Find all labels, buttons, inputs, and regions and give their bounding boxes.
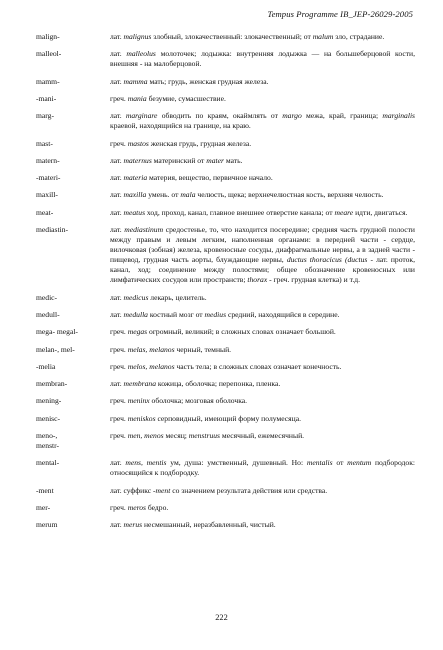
glossary-entry xyxy=(36,156,415,166)
entry-term: -ment xyxy=(36,485,54,495)
definition-text: от xyxy=(332,458,348,468)
entry-definition xyxy=(110,49,415,69)
glossary-entry xyxy=(36,414,415,424)
definition-text: злобный, злокачественный: злокачественный; от xyxy=(151,32,313,41)
definition-text: женская грудь, грудная железа. xyxy=(148,138,252,148)
glossary-entry xyxy=(36,49,415,69)
entry-definition xyxy=(110,379,415,389)
glossary-entry xyxy=(36,111,415,131)
latin-term: medulla xyxy=(123,310,148,320)
definition-text: лат. xyxy=(110,225,125,234)
glossary-entry xyxy=(36,77,415,87)
page-number: 222 xyxy=(215,613,228,622)
definition-text: материнский от xyxy=(151,155,207,165)
glossary-entry xyxy=(36,362,415,372)
definition-text: лат. xyxy=(110,173,124,183)
latin-term: mala xyxy=(180,190,196,200)
definition-text: - греч. грудная клетка) и т.д. xyxy=(267,275,360,285)
entry-term: mast- xyxy=(36,138,53,148)
entry-definition xyxy=(110,139,415,149)
latin-term: thorax xyxy=(247,275,268,285)
definition-text: материя, вещество, первичное начало. xyxy=(147,173,273,183)
entry-term: mer- xyxy=(36,503,51,513)
glossary-entry xyxy=(36,94,415,104)
definition-text: греч. xyxy=(110,93,128,103)
latin-term: melos, melanos xyxy=(127,361,175,371)
latin-term: merus xyxy=(123,520,143,530)
definition-text: молоточек; лодыжка: внутренняя лодыжка — на большеберцовой кости, внешняя - на малоберцовой. xyxy=(110,49,415,69)
definition-text: межа, край, граница; xyxy=(301,111,383,121)
entry-definition xyxy=(110,520,415,530)
entry-definition xyxy=(110,190,415,200)
definition-text: лат. xyxy=(110,111,126,121)
entry-definition xyxy=(110,208,415,218)
definition-text: лат. xyxy=(110,310,124,320)
entry-definition xyxy=(110,310,415,320)
glossary-entry xyxy=(36,458,415,478)
entry-term: -mani- xyxy=(36,93,57,103)
definition-text: идти, двигаться. xyxy=(353,207,408,217)
definition-text: умень. от xyxy=(146,190,181,200)
glossary-entry xyxy=(36,486,415,496)
glossary-entry xyxy=(36,173,415,183)
latin-term: mens, mentis xyxy=(125,458,167,468)
definition-text: греч. xyxy=(110,138,128,148)
glossary-entry xyxy=(36,32,415,42)
entry-term: mamm- xyxy=(36,76,60,86)
entry-term: medic- xyxy=(36,292,58,302)
latin-term: medicus xyxy=(123,292,149,302)
latin-term: meninx xyxy=(127,396,150,406)
entry-definition xyxy=(110,503,415,513)
definition-text: черный, темный. xyxy=(174,344,232,354)
definition-text: лат. xyxy=(110,49,127,59)
definition-text: лат. суффикс xyxy=(110,485,154,495)
latin-term: -ment xyxy=(153,485,171,495)
latin-term: mentalis xyxy=(306,458,333,468)
glossary-entry xyxy=(36,503,415,513)
latin-term: marginare xyxy=(125,111,158,121)
entry-term: mental- xyxy=(36,458,60,468)
entry-term: malign- xyxy=(36,32,60,41)
entry-term: -melia xyxy=(36,361,56,371)
entry-term: malleol- xyxy=(36,49,62,59)
definition-text: греч. xyxy=(110,396,128,406)
definition-text: средостенье, то, что находится посередине; средняя часть грудной полости между правым и левым легким, наполненная органами: в передней части - сердце, вилочковая (зобная) железа, кровеносные сосуды, диафрагмальные нервы, а в задней части - пищевод, грудная часть аорты, блуждающие нервы, xyxy=(110,225,415,265)
entry-term: menisc- xyxy=(36,413,61,423)
glossary-entry xyxy=(36,396,415,406)
latin-term: maxilla xyxy=(123,190,147,200)
entry-definition xyxy=(110,414,415,424)
entry-definition xyxy=(110,173,415,183)
definition-text: греч. xyxy=(110,361,128,371)
entry-term: -materi- xyxy=(36,173,61,183)
entry-term: melan-, mel- xyxy=(36,344,75,354)
definition-text: со значением результата действия или средства. xyxy=(170,485,328,495)
entry-term: marg- xyxy=(36,111,54,121)
entry-definition xyxy=(110,156,415,166)
entry-definition xyxy=(110,327,415,337)
entry-term: mediastin- xyxy=(36,225,69,234)
latin-term: malum xyxy=(312,32,334,41)
latin-term: mamma xyxy=(123,76,148,86)
glossary-entry xyxy=(36,327,415,337)
latin-term: medius xyxy=(204,310,227,320)
entry-definition xyxy=(110,396,415,406)
definition-text: лат. xyxy=(110,32,124,41)
definition-text: часть тела; в сложных словах означает конечность. xyxy=(174,361,342,371)
definition-text: ход, проход, канал, главное внешнее отверстие канала; от xyxy=(145,207,335,217)
definition-text: серповидный, имеющий форму полумесяца. xyxy=(155,413,301,423)
glossary-entry xyxy=(36,379,415,389)
latin-term: malleolus xyxy=(126,49,156,59)
latin-term: ductus thoracicus (ductus xyxy=(286,255,368,265)
entry-definition xyxy=(110,225,415,286)
definition-text: кожица, оболочка; перепонка, пленка. xyxy=(156,379,281,389)
glossary-entry xyxy=(36,139,415,149)
definition-text: безумие, сумасшествие. xyxy=(146,93,226,103)
latin-term: materia xyxy=(123,173,148,183)
glossary-entry xyxy=(36,520,415,530)
entry-definition xyxy=(110,486,415,496)
glossary-entry xyxy=(36,345,415,355)
definition-text: греч. xyxy=(110,327,128,337)
definition-text: мать. xyxy=(223,155,243,165)
definition-text: обводить по краям, окаймлять от xyxy=(157,111,283,121)
definition-text: лат. xyxy=(110,76,124,86)
entry-term: merum xyxy=(36,520,58,530)
definition-text: лат. xyxy=(110,207,124,217)
latin-term: membrana xyxy=(123,379,156,389)
glossary-entry xyxy=(36,225,415,286)
entry-term: membran- xyxy=(36,379,68,389)
definition-text: лат. xyxy=(110,155,124,165)
definition-text: несмешанный, неразбавленный, чистый. xyxy=(142,520,276,530)
latin-term: megas xyxy=(127,327,148,337)
entry-definition xyxy=(110,431,415,451)
definition-text: лат. xyxy=(110,292,124,302)
entry-term: maxill- xyxy=(36,190,58,200)
latin-term: mediastinum xyxy=(124,225,164,234)
glossary-entry xyxy=(36,310,415,320)
definition-text: ум, душа: умственный, душевный. Но: xyxy=(166,458,307,468)
entry-definition xyxy=(110,345,415,355)
definition-text: лат. xyxy=(110,520,124,530)
entry-term: mening- xyxy=(36,396,62,406)
definition-text: челюсть, щека; верхнечелюстная кость, верхняя челюсть. xyxy=(195,190,384,200)
latin-term: marginalis xyxy=(382,111,416,121)
latin-term: margo xyxy=(282,111,302,121)
definition-text: греч. xyxy=(110,344,128,354)
entry-definition xyxy=(110,362,415,372)
definition-text: греч. xyxy=(110,431,128,440)
definition-text: лат. xyxy=(110,379,124,389)
running-header: Tempus Programme IB_JEP-26029-2005 xyxy=(267,9,413,19)
definition-text: оболочка; мозговая оболочка. xyxy=(149,396,248,406)
definition-text: огромный, великий; в сложных словах означает большой. xyxy=(147,327,336,337)
definition-text: подбородок: относящийся к подбородку. xyxy=(110,458,415,478)
definition-text: греч. xyxy=(110,503,128,513)
glossary-entry xyxy=(36,208,415,218)
glossary-entry xyxy=(36,431,415,451)
latin-term: menstruus xyxy=(188,431,221,440)
definition-text: месячный, ежемесячный. xyxy=(220,431,305,440)
definition-text: месяц; xyxy=(163,431,189,440)
glossary-entry xyxy=(36,293,415,303)
latin-term: men, menos xyxy=(127,431,164,440)
latin-term: mentum xyxy=(347,458,372,468)
latin-term: meniskos xyxy=(127,413,156,423)
latin-term: mastos xyxy=(127,138,149,148)
latin-term: melas, melanos xyxy=(127,344,175,354)
definition-text: краевой, находящийся на границе, на краю. xyxy=(110,121,251,131)
entry-term: matern- xyxy=(36,155,60,165)
latin-term: maternus xyxy=(123,155,152,165)
glossary-entries xyxy=(36,32,415,538)
entry-definition xyxy=(110,94,415,104)
definition-text: мать; грудь, женская грудная железа. xyxy=(147,76,269,86)
latin-term: meare xyxy=(334,207,354,217)
entry-term: meat- xyxy=(36,207,54,217)
entry-definition xyxy=(110,111,415,131)
entry-definition xyxy=(110,458,415,478)
definition-text: лат. xyxy=(110,190,124,200)
entry-definition xyxy=(110,77,415,87)
latin-term: meros xyxy=(127,503,146,513)
latin-term: meatus xyxy=(123,207,146,217)
definition-text: зло, страдание. xyxy=(333,32,385,41)
latin-term: mater xyxy=(206,155,224,165)
definition-text: костный мозг от xyxy=(147,310,205,320)
glossary-entry xyxy=(36,190,415,200)
definition-text: лат. xyxy=(110,458,126,468)
definition-text: греч. xyxy=(110,413,128,423)
entry-term: mega- megal- xyxy=(36,327,78,337)
entry-term: meno-, menstr- xyxy=(36,431,60,451)
definition-text: лекарь, целитель. xyxy=(148,292,207,302)
entry-definition xyxy=(110,293,415,303)
entry-definition xyxy=(110,32,415,42)
entry-term: medull- xyxy=(36,310,60,320)
definition-text: - лат. проток, канал, ход; соединение между полостями; общее обозначение кровеносных или лимфатических сосудов или пространств; xyxy=(110,255,415,285)
latin-term: mania xyxy=(127,93,147,103)
latin-term: malignus xyxy=(123,32,152,41)
definition-text: бедро. xyxy=(146,503,169,513)
definition-text: средний, находящийся в середине. xyxy=(226,310,340,320)
